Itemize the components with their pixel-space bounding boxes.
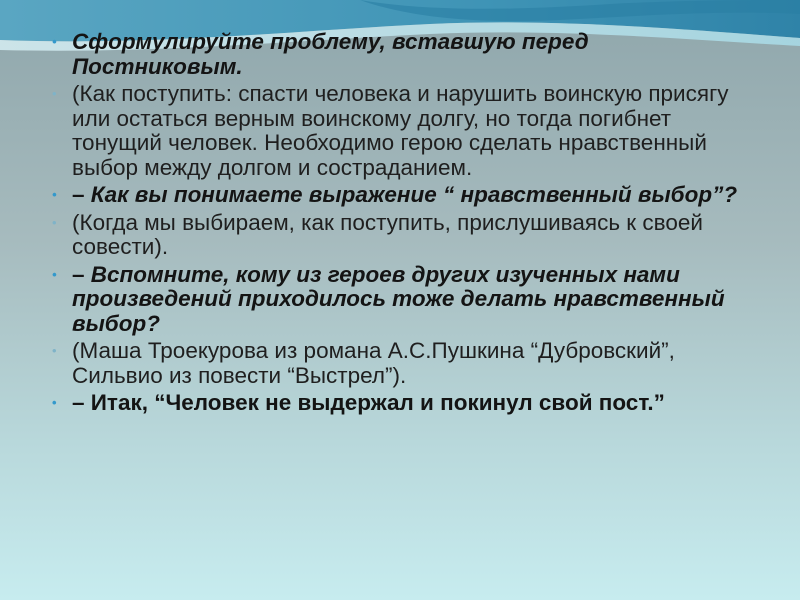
bullet-dot-icon: • — [52, 34, 57, 49]
dash-marker: – — [72, 182, 91, 207]
bullet-item-5 — [52, 263, 742, 337]
bullet-text: Как вы понимаете выражение “ нравственный выбор”? — [90, 182, 738, 207]
bullet-dot-icon: • — [52, 86, 57, 101]
bullet-dot-icon: • — [52, 395, 57, 410]
bullet-text: (Маша Троекурова из романа А.С.Пушкина “Дубровский”, Сильвио из повести “Выстрел”). — [72, 338, 675, 388]
bullet-item-3 — [52, 183, 742, 208]
bullet-item-7 — [52, 391, 742, 416]
bullet-text: Сформулируйте проблему, вставшую перед Постниковым. — [72, 29, 589, 79]
bullet-text: (Когда мы выбираем, как поступить, прислушиваясь к своей совести). — [72, 209, 703, 259]
bullet-item-4 — [52, 211, 742, 260]
dash-marker: – — [72, 261, 91, 287]
bullet-dot-icon: • — [52, 214, 57, 230]
bullet-text: – Итак, “Человек не выдержал и покинул свой пост.” — [72, 390, 665, 415]
bullet-item-1 — [52, 30, 742, 79]
bullet-dot-icon: • — [52, 266, 57, 282]
bullet-text: Вспомните, кому из героев других изученных нами произведений приходилось тоже делать нравственный выбор? — [72, 261, 725, 336]
bullet-text: (Как поступить: спасти человека и нарушить воинскую присягу или остаться верным воинскому долгу, но тогда погибнет тонущий человек. Необходимо герою сделать нравственный выбор между долгом и состраданием. — [72, 81, 729, 180]
bullet-dot-icon: • — [52, 343, 57, 358]
slide-content — [52, 30, 742, 419]
bullet-item-6 — [52, 339, 742, 388]
bullet-dot-icon: • — [52, 187, 57, 202]
bullet-item-2 — [52, 82, 742, 180]
bullet-list — [52, 30, 742, 416]
